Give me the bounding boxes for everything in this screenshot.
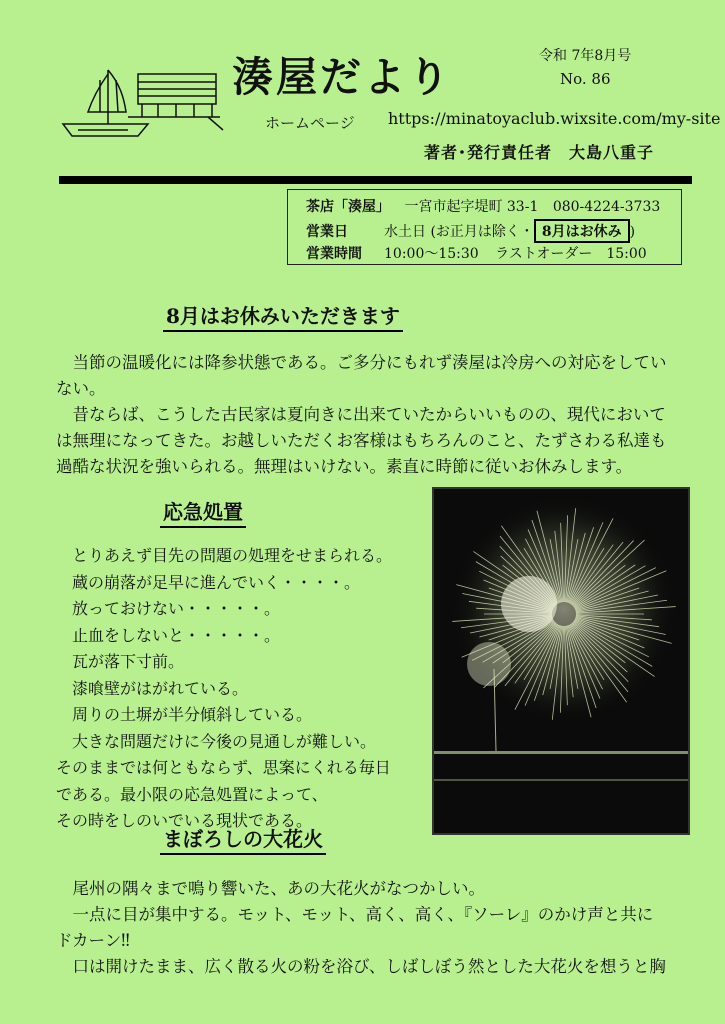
business-hours-line (306, 243, 647, 263)
text-line: 尾州の隅々まで鳴り響いた、あの大花火がなつかしい。 (56, 879, 485, 898)
business-days-label: 営業日 (306, 224, 348, 240)
article-body-august-closed (56, 350, 667, 480)
issue-date: 令和 7年8月号 (539, 48, 632, 64)
text-line: ドカーン‼ (56, 931, 130, 950)
text-line: 止血をしないと・・・・・。 (56, 625, 281, 645)
shop-phone: 080-4224-3733 (552, 199, 661, 215)
article-heading-august-closed: 8月はお休みいただきます (163, 300, 403, 332)
issue-number: No. 86 (560, 70, 611, 88)
fireworks-photo (432, 487, 690, 835)
boat-logo-image (58, 62, 228, 147)
text-line: 一点に目が集中する。モット、モット、高く、高く、『ソーレ』のかけ声と共に (56, 905, 654, 924)
shop-info-box (287, 189, 682, 265)
text-line: は無理になってきた。お越しいただくお客様はもちろんのこと、たずさわる私達も (56, 431, 667, 450)
business-days-value: 水土日 (お正月は除く・ (384, 224, 534, 240)
homepage-label: ホームページ (265, 114, 355, 132)
business-hours-label: 営業時間 (306, 246, 362, 262)
article-heading-phantom-fireworks: まぼろしの大花火 (160, 823, 326, 855)
article-body-phantom-fireworks (56, 876, 666, 980)
text-line: 放っておけない・・・・・。 (56, 599, 281, 618)
text-line: 昔ならば、こうした古民家は夏向きに出来ていたからいいものの、現代において (56, 405, 666, 424)
last-order: ラストオーダー 15:00 (495, 246, 647, 262)
shop-address: 一宮市起字堤町 33-1 (404, 199, 539, 215)
text-line: ない。 (56, 379, 106, 398)
shop-address-line (306, 196, 660, 216)
text-line: 瓦が落下寸前。 (56, 652, 185, 671)
text-line: である。最小限の応急処置によって、 (56, 784, 328, 804)
text-line: その時をしのいでいる現状である。 (56, 811, 313, 830)
shop-name: 茶店「湊屋」 (306, 199, 390, 215)
close-paren: ) (629, 224, 636, 240)
august-closed-note: 8月はお休み (534, 219, 630, 243)
text-line: 過酷な状況を強いられる。無理はいけない。素直に時節に従いお休みします。 (56, 457, 633, 476)
text-line: 当節の温暖化には降参状態である。ご多分にもれず湊屋は冷房への対応をしてい (56, 353, 667, 372)
newsletter-title: 湊屋だより (232, 53, 452, 101)
header-divider (59, 176, 692, 184)
text-line: 周りの土塀が半分傾斜している。 (56, 705, 313, 724)
business-hours-value: 10:00～15:30 (384, 246, 479, 262)
author-line: 著者･発行責任者 大島八重子 (424, 143, 655, 162)
business-days-line (306, 219, 635, 243)
article-heading-emergency-repair: 応急処置 (160, 496, 246, 528)
text-line: 漆喰壁がはがれている。 (56, 678, 249, 698)
text-line: 口は開けたまま、広く散る火の粉を浴び、しばしぼう然とした大花火を想うと胸 (56, 957, 666, 976)
text-line: 大きな問題だけに今後の見通しが難しい。 (56, 731, 377, 751)
homepage-url[interactable]: https://minatoyaclub.wixsite.com/my-site (388, 109, 721, 128)
text-line: 蔵の崩落が足早に進んでいく・・・・。 (56, 572, 361, 592)
article-body-emergency-repair (56, 543, 392, 835)
text-line: そのままでは何ともならず、思案にくれる毎日 (56, 758, 391, 777)
text-line: とりあえず目先の問題の処理をせまられる。 (56, 546, 393, 565)
